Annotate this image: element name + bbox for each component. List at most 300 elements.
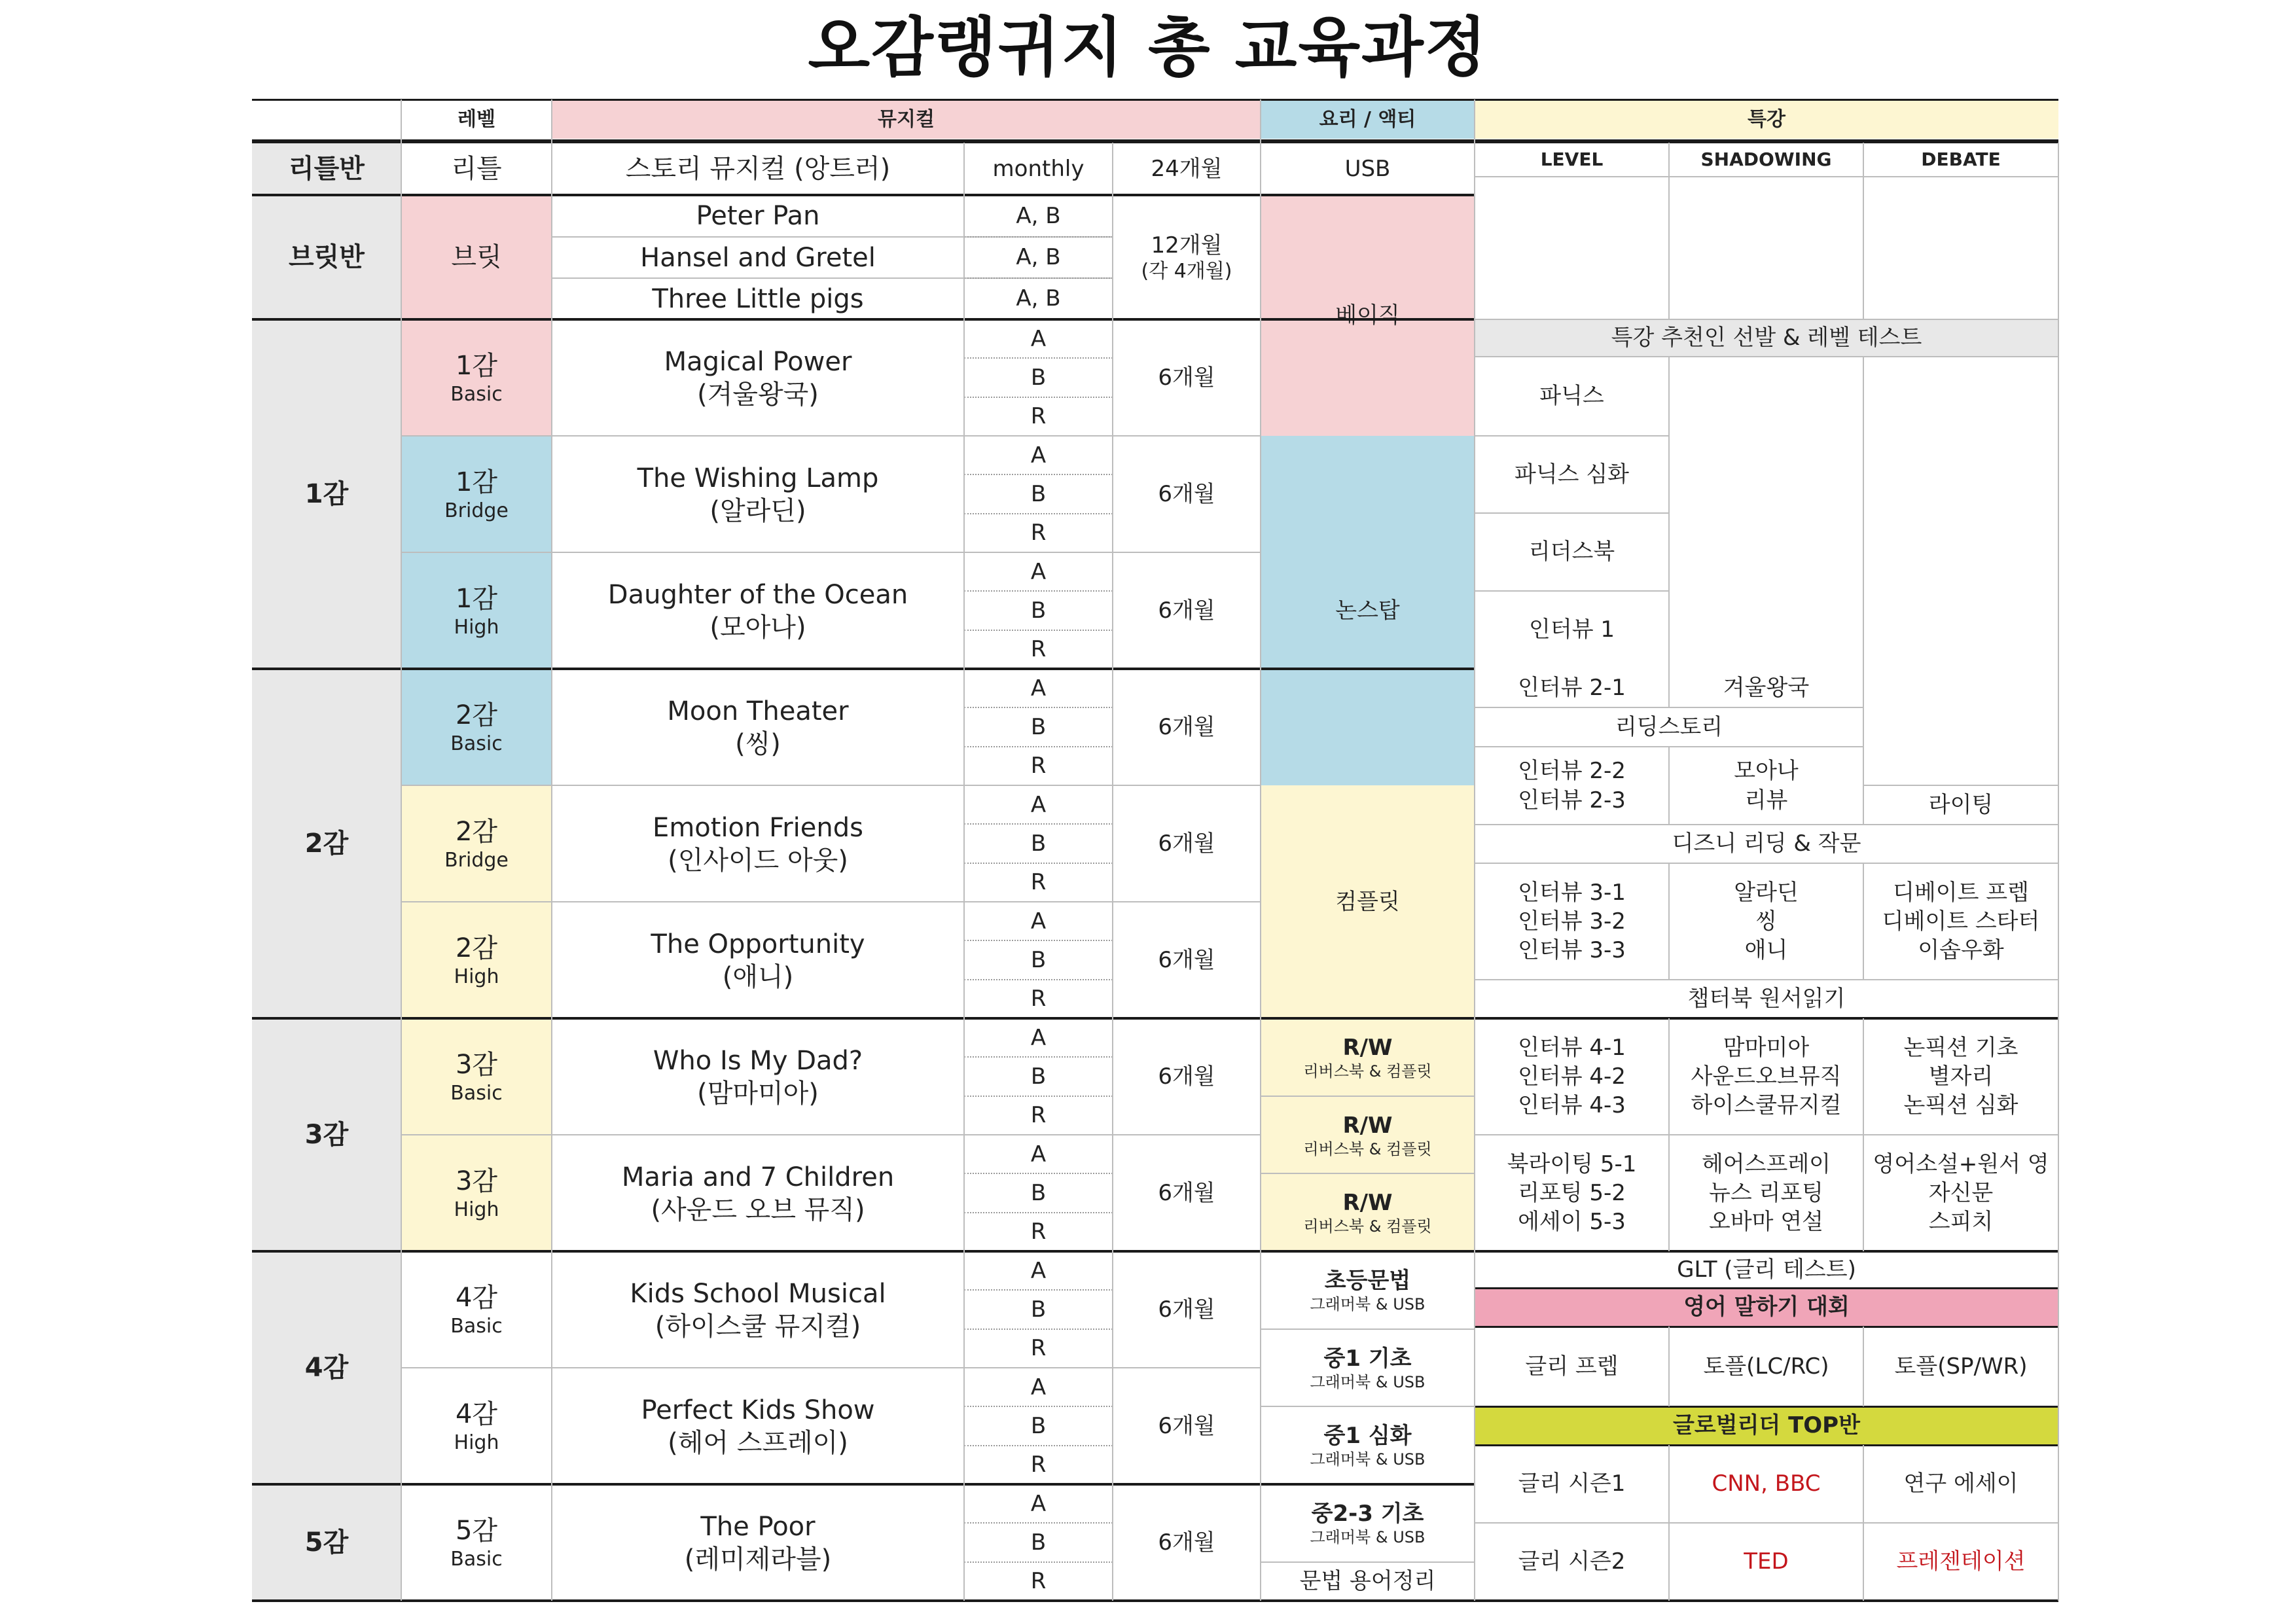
special-header-level-text: LEVEL (1540, 148, 1604, 170)
musical-duration-text: 6개월 (1158, 1529, 1215, 1556)
special-interview21-text: 인터뷰 2-1 (1518, 675, 1626, 702)
musical-duration (1113, 902, 1261, 1018)
group-g3 (252, 1018, 401, 1251)
grid-line (1475, 512, 1669, 514)
musical-unit-r-text: R (1030, 1452, 1047, 1478)
group-g1 (252, 319, 401, 669)
musical-unit-r (964, 630, 1113, 669)
grid-line (1475, 824, 2058, 825)
special-interview3-text: 인터뷰 3-3 (1518, 937, 1626, 964)
grid-line (964, 785, 1113, 786)
level-l4b (401, 1251, 552, 1368)
musical-duration (1113, 669, 1261, 785)
special-glt-text: GLT (글리 테스트) (1677, 1256, 1856, 1283)
special-leaders-book (1475, 513, 1669, 591)
grid-line (964, 513, 1113, 514)
level-l3h (401, 1135, 552, 1251)
musical-unit-b (964, 474, 1113, 513)
grid-line (1474, 99, 1475, 1601)
musical-little-unit-text: monthly (992, 155, 1085, 182)
grid-line (964, 277, 1113, 279)
musical-unit-b (964, 1057, 1113, 1096)
level-l1br-text: 1감 (455, 467, 498, 497)
grid-line (1668, 143, 1670, 319)
grid-line (1863, 357, 1864, 825)
musical-unit-r (964, 514, 1113, 552)
musical-unit-r (964, 1213, 1113, 1251)
special-speech-contest-text: 영어 말하기 대회 (1683, 1294, 1850, 1321)
grid-line (1261, 1406, 1475, 1407)
grid-line (1475, 319, 2058, 320)
level-l5b-text: 5감 (455, 1516, 498, 1546)
level-l1b-text: 1감 (455, 351, 498, 381)
musical-title (552, 902, 964, 1018)
cooking-rw-text: R/W (1342, 1112, 1393, 1139)
header-level-text: 레벨 (457, 107, 495, 131)
musical-unit-a-text: A (1030, 1257, 1047, 1284)
special-presentation (1863, 1523, 2058, 1601)
grid-line (1113, 435, 1261, 437)
grid-line (1668, 1018, 1670, 1251)
special-header-shadowing (1669, 143, 1863, 177)
musical-little-title-text: 스토리 뮤지컬 (앙트러) (625, 154, 891, 184)
special-level5-text: 에세이 5-3 (1518, 1209, 1626, 1236)
special-global-top-text: 글로벌리더 TOP반 (1673, 1412, 1860, 1439)
grid-line (964, 823, 1113, 825)
cooking-grammar-g_m23-text: 중2-3 기초 (1311, 1501, 1424, 1527)
grid-line (1475, 356, 2058, 357)
musical-unit-r-text: R (1030, 403, 1047, 430)
musical-title-text: Who Is My Dad? (653, 1046, 863, 1076)
grid-line (964, 863, 1113, 864)
special-writing (1863, 785, 2058, 825)
level-l2b (401, 669, 552, 785)
grid-line (1668, 357, 1670, 707)
musical-unit-b (964, 1290, 1113, 1329)
musical-unit-a-text: A (1030, 442, 1047, 469)
musical-brit-title (552, 237, 964, 278)
musical-title (552, 1018, 964, 1135)
grid-line (964, 397, 1113, 398)
special-header-debate (1863, 143, 2058, 177)
special-interview3 (1475, 863, 1669, 980)
musical-unit-a (964, 1368, 1113, 1406)
header-level (401, 99, 552, 139)
musical-brit-unit (964, 237, 1113, 278)
special-presentation-text: 프레젠테이션 (1896, 1548, 2026, 1575)
musical-unit-r (964, 1446, 1113, 1484)
special-debate5-text: 자신문 (1928, 1179, 1994, 1206)
musical-unit-b-text: B (1030, 946, 1047, 973)
special-debate4-text: 논픽션 기초 (1903, 1034, 2018, 1061)
group-brit-text: 브릿반 (289, 242, 365, 272)
special-reading-story-text: 리딩스토리 (1615, 713, 1723, 740)
grid-line (964, 1406, 1113, 1407)
musical-brit-title-text: Three Little pigs (652, 283, 864, 314)
grid-line (964, 1056, 1113, 1058)
grid-line (964, 630, 1113, 631)
musical-title-text: The Wishing Lamp (637, 463, 879, 493)
musical-duration (1113, 1135, 1261, 1251)
level-l2b-text: Basic (450, 732, 503, 755)
musical-brit-duration (1113, 195, 1261, 319)
level-l3b (401, 1018, 552, 1135)
cooking-rw (1261, 1096, 1475, 1173)
musical-title-text: Daughter of the Ocean (607, 580, 908, 610)
header-cooking-acting-text: 요리 / 액티 (1319, 107, 1416, 131)
group-g2-text: 2감 (304, 829, 349, 859)
cooking-grammar-terms-text: 문법 용어정리 (1299, 1568, 1436, 1595)
musical-duration (1113, 552, 1261, 669)
special-research-essay-text: 연구 에세이 (1903, 1471, 2018, 1497)
special-phonics-text: 파닉스 (1539, 383, 1604, 410)
special-ted (1669, 1523, 1863, 1601)
special-gli-prep-text: 글리 프렙 (1525, 1353, 1619, 1380)
musical-unit-b (964, 591, 1113, 630)
musical-unit-b (964, 1523, 1113, 1561)
header-musical (552, 99, 1261, 139)
group-g5-text: 5감 (304, 1527, 349, 1558)
special-header-shadowing-text: SHADOWING (1700, 148, 1832, 170)
grid-line (1863, 1327, 1864, 1406)
cooking-grammar-g_m1a-text: 중1 심화 (1323, 1423, 1412, 1449)
musical-title (552, 1135, 964, 1251)
musical-duration (1113, 785, 1261, 902)
musical-unit-b-text: B (1030, 597, 1047, 624)
cooking-usb-text: USB (1344, 155, 1391, 182)
musical-title (552, 1251, 964, 1368)
musical-unit-b (964, 824, 1113, 863)
musical-title (552, 436, 964, 552)
musical-duration-text: 6개월 (1158, 1179, 1215, 1206)
special-rec-test (1475, 319, 2058, 357)
grid-line (1113, 552, 1261, 553)
cooking-rw-text: 리버스북 & 컴플릿 (1303, 1217, 1432, 1236)
musical-unit-r (964, 747, 1113, 785)
grid-line (964, 474, 1113, 475)
musical-title-text: (레미제라블) (684, 1544, 832, 1575)
musical-brit-duration-text: (각 4개월) (1141, 260, 1232, 283)
grid-line (1261, 1561, 1475, 1563)
level-little-text: 리틀 (451, 154, 502, 184)
grid-line (964, 707, 1113, 708)
musical-unit-r-text: R (1030, 520, 1047, 546)
level-l2h-text: 2감 (455, 933, 498, 963)
musical-title-text: (맘마미아) (697, 1079, 819, 1109)
grid-line (964, 236, 1113, 238)
musical-unit-r (964, 980, 1113, 1018)
grid-line (1863, 143, 1864, 319)
grid-line (964, 901, 1113, 902)
level-l3b-text: Basic (450, 1082, 503, 1105)
musical-unit-r (964, 397, 1113, 436)
group-g5 (252, 1484, 401, 1601)
level-l2br (401, 785, 552, 902)
cooking-grammar-g_m1 (1261, 1329, 1475, 1406)
grid-line (1113, 785, 1261, 786)
musical-brit-title-text: Peter Pan (696, 201, 820, 231)
musical-duration-text: 6개월 (1158, 946, 1215, 973)
special-interview22-23-text: 인터뷰 2-2 (1518, 758, 1626, 785)
musical-unit-b (964, 940, 1113, 979)
grid-line (1668, 863, 1670, 980)
special-shadow3-text: 씽 (1755, 908, 1777, 935)
cooking-nonstop (1261, 436, 1475, 785)
grid-line (401, 1134, 964, 1135)
cooking-rw-text: 리버스북 & 컴플릿 (1303, 1139, 1432, 1158)
special-ted-text: TED (1744, 1548, 1789, 1575)
special-shadow3-text: 애니 (1744, 937, 1788, 964)
level-l4h (401, 1368, 552, 1484)
musical-unit-b-text: B (1030, 1063, 1047, 1090)
musical-unit-a (964, 1484, 1113, 1523)
musical-unit-a (964, 669, 1113, 707)
grid-line (1475, 435, 1669, 437)
group-g4 (252, 1251, 401, 1484)
musical-title-text: (애니) (722, 962, 794, 992)
special-cnn-bbc (1669, 1445, 1863, 1523)
cooking-basic (1261, 195, 1475, 436)
grid-line (401, 435, 964, 437)
grid-line (963, 143, 965, 1601)
musical-title-text: (인사이드 아웃) (668, 846, 848, 876)
cooking-grammar-g_m23 (1261, 1484, 1475, 1562)
grid-line (1113, 1134, 1261, 1135)
musical-unit-r-text: R (1030, 869, 1047, 896)
special-frozen-text: 겨울왕국 (1723, 675, 1810, 702)
musical-unit-r (964, 1562, 1113, 1601)
level-l2b-text: 2감 (455, 700, 498, 730)
grid-line (964, 746, 1113, 747)
musical-unit-r-text: R (1030, 1335, 1047, 1362)
special-debate4-text: 별자리 (1928, 1063, 1994, 1090)
musical-little-unit (964, 143, 1113, 195)
special-interview21 (1475, 669, 1669, 707)
grid-line (1260, 99, 1261, 1601)
special-shadow4-text: 맘마미아 (1723, 1034, 1810, 1061)
musical-title-text: (헤어 스프레이) (668, 1428, 848, 1458)
special-phonics (1475, 357, 1669, 436)
special-debate5-text: 스피치 (1928, 1209, 1994, 1236)
grid-line (1475, 1134, 2058, 1135)
grid-line (1475, 1444, 2058, 1446)
special-reading-story (1475, 707, 1863, 747)
grid-line (1863, 785, 2058, 786)
cooking-basic-text: 베이직 (1335, 302, 1400, 329)
musical-unit-b-text: B (1030, 1179, 1047, 1206)
musical-title-text: The Opportunity (651, 929, 865, 959)
special-shadow5-text: 오바마 연설 (1708, 1209, 1824, 1236)
level-l1br (401, 436, 552, 552)
cooking-grammar-g_m23-text: 그래머북 & USB (1310, 1528, 1426, 1547)
header-special-text: 특강 (1748, 107, 1785, 131)
special-interview1 (1475, 591, 1669, 669)
grid-line (964, 979, 1113, 980)
musical-unit-a (964, 436, 1113, 474)
level-l4h-text: 4감 (455, 1399, 498, 1429)
special-writing-text: 라이팅 (1928, 791, 1994, 818)
level-l1br-text: Bridge (444, 499, 509, 522)
cooking-complete (1261, 785, 1475, 1018)
musical-duration (1113, 1368, 1261, 1484)
grid-line (401, 552, 964, 553)
special-shadow3-text: 알라딘 (1734, 879, 1799, 906)
grid-line (1475, 1017, 2058, 1020)
cooking-nonstop-text: 논스탑 (1335, 597, 1400, 624)
musical-unit-a-text: A (1030, 1374, 1047, 1400)
musical-unit-b-text: B (1030, 364, 1047, 391)
grid-line (964, 1173, 1113, 1174)
page-title: 오감랭귀지 총 교육과정 (808, 10, 1488, 85)
musical-duration-text: 6개월 (1158, 1412, 1215, 1439)
musical-unit-r (964, 1096, 1113, 1135)
musical-brit-title (552, 195, 964, 237)
grid-line (401, 785, 964, 786)
grid-line (964, 552, 1113, 553)
musical-duration (1113, 1018, 1261, 1135)
special-shadow3 (1669, 863, 1863, 980)
special-disney-text: 디즈니 리딩 & 작문 (1672, 830, 1861, 857)
grid-line (252, 99, 2058, 101)
special-interview3-text: 인터뷰 3-2 (1518, 908, 1626, 935)
special-disney (1475, 825, 2058, 863)
musical-title-text: (알라딘) (709, 496, 806, 526)
musical-duration-text: 6개월 (1158, 364, 1215, 391)
cooking-grammar-g_elem-text: 초등문법 (1324, 1268, 1411, 1294)
musical-duration-text: 6개월 (1158, 830, 1215, 857)
special-glt (1475, 1251, 2058, 1288)
musical-unit-b (964, 1173, 1113, 1212)
grid-line (964, 1134, 1113, 1135)
musical-unit-r-text: R (1030, 753, 1047, 779)
musical-unit-r (964, 863, 1113, 902)
grid-line (1475, 176, 2058, 177)
level-l2h (401, 902, 552, 1018)
grid-line (252, 1250, 2058, 1253)
musical-brit-title-text: Hansel and Gretel (640, 242, 876, 273)
musical-duration (1113, 436, 1261, 552)
musical-unit-a-text: A (1030, 1024, 1047, 1051)
special-debate3 (1863, 863, 2058, 980)
grid-line (1863, 1018, 1864, 1251)
special-moana-review-text: 리뷰 (1744, 787, 1788, 813)
group-g4-text: 4감 (304, 1353, 349, 1383)
special-debate4-text: 논픽션 심화 (1903, 1092, 2018, 1119)
special-level5-text: 북라이팅 5-1 (1507, 1150, 1637, 1177)
grid-line (1863, 1445, 1864, 1601)
group-little (252, 143, 401, 195)
cooking-rw-text: R/W (1342, 1035, 1393, 1061)
musical-title-text: Kids School Musical (630, 1279, 886, 1309)
special-moana-review-text: 모아나 (1734, 758, 1799, 785)
musical-title (552, 669, 964, 785)
special-toefl-spwr (1863, 1327, 2058, 1406)
grid-line (964, 1561, 1113, 1563)
musical-brit-unit-text: A, B (1016, 244, 1061, 271)
grid-line (2058, 143, 2059, 1601)
musical-unit-b-text: B (1030, 1412, 1047, 1439)
grid-line (252, 194, 1475, 196)
group-g1-text: 1감 (304, 479, 349, 509)
special-interview4-text: 인터뷰 4-2 (1518, 1063, 1626, 1090)
musical-little-duration (1113, 143, 1261, 195)
special-rec-test-text: 특강 추천인 선발 & 레벨 테스트 (1611, 325, 1922, 351)
grid-line (964, 1522, 1113, 1524)
special-debate3-text: 디베이트 프렙 (1893, 879, 2029, 906)
musical-unit-a (964, 1135, 1113, 1173)
grid-line (1475, 1326, 2058, 1328)
grid-line (1112, 143, 1113, 1601)
grid-line (964, 435, 1113, 437)
cooking-grammar-g_m1a (1261, 1406, 1475, 1484)
special-debate5 (1863, 1135, 2058, 1251)
level-brit-text: 브릿 (451, 242, 502, 272)
musical-title (552, 1368, 964, 1484)
special-toefl-spwr-text: 토플(SP/WR) (1894, 1353, 2028, 1380)
grid-line (964, 1329, 1113, 1330)
musical-unit-a (964, 1018, 1113, 1057)
musical-title-text: Emotion Friends (653, 813, 863, 843)
level-l4h-text: High (454, 1431, 499, 1454)
level-brit (401, 195, 552, 319)
level-l3b-text: 3감 (455, 1050, 498, 1080)
cooking-rw (1261, 1018, 1475, 1096)
grid-line (1475, 590, 1669, 592)
group-g3-text: 3감 (304, 1120, 349, 1150)
special-gli-s1 (1475, 1445, 1669, 1523)
musical-title (552, 785, 964, 902)
musical-unit-b-text: B (1030, 1296, 1047, 1323)
musical-unit-a-text: A (1030, 1490, 1047, 1517)
musical-unit-a-text: A (1030, 325, 1047, 352)
grid-line (1113, 901, 1261, 902)
musical-title (552, 319, 964, 436)
special-debate3-text: 이솝우화 (1918, 937, 2004, 964)
special-toefl-lcrc (1669, 1327, 1863, 1406)
special-debate4 (1863, 1018, 2058, 1135)
grid-line (252, 668, 1475, 670)
musical-unit-r-text: R (1030, 986, 1047, 1012)
cooking-grammar-g_elem-text: 그래머북 & USB (1310, 1295, 1426, 1314)
musical-title-text: (씽) (735, 729, 781, 759)
special-phonics-adv-text: 파닉스 심화 (1514, 461, 1630, 488)
musical-title (552, 552, 964, 669)
grid-line (964, 1212, 1113, 1213)
cooking-usb (1261, 143, 1475, 195)
musical-title-text: Maria and 7 Children (621, 1162, 895, 1192)
group-little-text: 리틀반 (289, 154, 365, 184)
musical-unit-a-text: A (1030, 675, 1047, 702)
level-l2h-text: High (454, 965, 499, 988)
level-l1h (401, 552, 552, 669)
grid-line (1261, 1096, 1475, 1097)
level-l4b-text: Basic (450, 1315, 503, 1338)
grid-line (252, 1599, 2058, 1602)
musical-unit-a-text: A (1030, 1141, 1047, 1168)
grid-line (1668, 747, 1670, 825)
grid-line (964, 1445, 1113, 1446)
musical-duration (1113, 319, 1261, 436)
musical-unit-b-text: B (1030, 713, 1047, 740)
musical-unit-a-text: A (1030, 908, 1047, 935)
cooking-rw-text: R/W (1342, 1190, 1393, 1216)
musical-unit-b-text: B (1030, 830, 1047, 857)
musical-duration-text: 6개월 (1158, 597, 1215, 624)
grid-line (551, 99, 552, 1601)
level-l5b-text: Basic (450, 1548, 503, 1571)
musical-little-duration-text: 24개월 (1151, 155, 1223, 182)
level-l5b (401, 1484, 552, 1601)
